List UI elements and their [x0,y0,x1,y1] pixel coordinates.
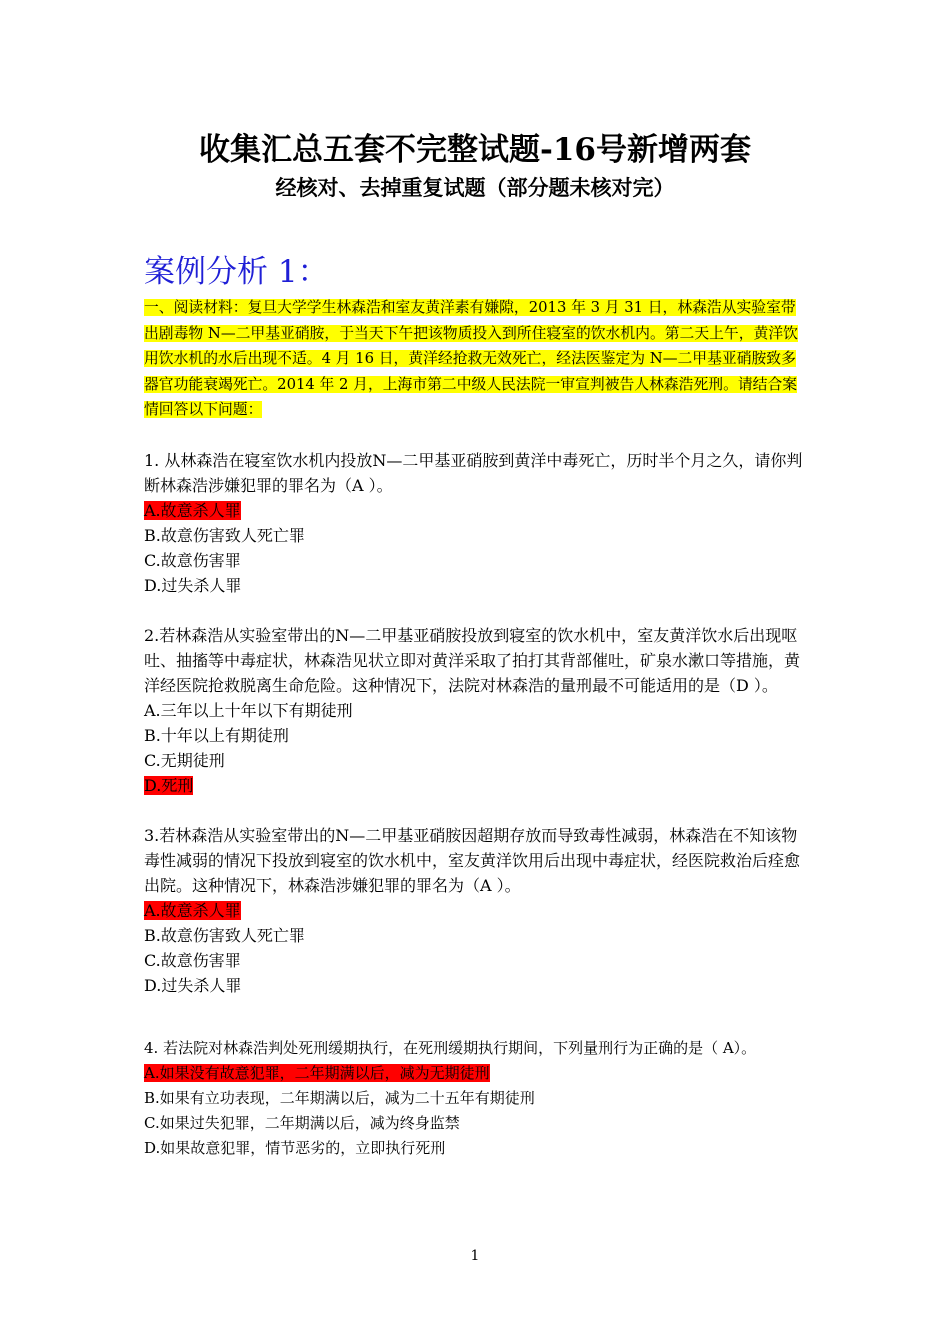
question-4 [144,1036,808,1161]
question-stem: 4. 若法院对林森浩判处死刑缓期执行，在死刑缓期执行期间，下列量刑行为正确的是（ A）。 [144,1038,757,1057]
option-c: C.无期徒刑 [144,750,225,770]
option-d: D.过失杀人罪 [144,975,242,995]
option-d: D.过失杀人罪 [144,575,242,595]
document-subtitle: 经核对、去掉重复试题（部分题未核对完） [275,175,675,200]
reading-material [144,295,808,423]
reading-material-text: 一、阅读材料：复旦大学学生林森浩和室友黄洋素有嫌隙，2013 年 3 月 31 日，林森浩从实验室带出剧毒物 N—二甲基亚硝胺，于当天下午把该物质投入到所住寝室的饮水机内。第二天上午，黄洋饮用饮水机的水后出现不适。4 月 16 日，黄洋经抢救无效死亡，经法医鉴定为 N—二甲基亚硝胺致多器官功能衰竭死亡。2014 年 2 月，上海市第二中级人民法院一审宣判被告人林森浩死刑。请结合案情回答以下问题： [144,299,798,418]
option-a [144,498,808,523]
option-a [144,1061,808,1086]
document-body [144,295,808,1161]
correct-answer-highlight: A.故意杀人罪 [144,500,241,520]
page-number: 1 [470,1248,480,1264]
option-a [144,898,808,923]
option-c: C.故意伤害罪 [144,550,241,570]
option-a: A.三年以上十年以下有期徒刑 [144,700,353,720]
option-d [144,773,808,798]
case-heading: 案例分析 1： [144,254,329,290]
option-b: B.如果有立功表现，二年期满以后，减为二十五年有期徒刑 [144,1088,535,1107]
document-title: 收集汇总五套不完整试题-16号新增两套 [198,132,751,168]
option-c: C.故意伤害罪 [144,950,241,970]
option-b: B.故意伤害致人死亡罪 [144,525,305,545]
correct-answer-highlight: A.如果没有故意犯罪，二年期满以后，减为无期徒刑 [144,1063,490,1082]
option-c: C.如果过失犯罪，二年期满以后，减为终身监禁 [144,1113,460,1132]
correct-answer-highlight: A.故意杀人罪 [144,900,241,920]
question-stem: 3.若林森浩从实验室带出的N—二甲基亚硝胺因超期存放而导致毒性减弱，林森浩在不知该物毒性减弱的情况下投放到寝室的饮水机中，室友黄洋饮用后出现中毒症状，经医院救治后痊愈出院。这种情况下，林森浩涉嫌犯罪的罪名为（A ）。 [144,825,801,895]
question-stem: 1. 从林森浩在寝室饮水机内投放N—二甲基亚硝胺到黄洋中毒死亡，历时半个月之久，请你判断林森浩涉嫌犯罪的罪名为（A ）。 [144,450,803,495]
question-stem: 2.若林森浩从实验室带出的N—二甲基亚硝胺投放到寝室的饮水机中，室友黄洋饮水后出现呕吐、抽搐等中毒症状，林森浩见状立即对黄洋采取了拍打其背部催吐，矿泉水漱口等措施，黄洋经医院抢救脱离生命危险。这种情况下，法院对林森浩的量刑最不可能适用的是（D ）。 [144,625,801,695]
correct-answer-highlight: D.死刑 [144,775,194,795]
question-1 [144,448,808,598]
option-b: B.十年以上有期徒刑 [144,725,289,745]
option-d: D.如果故意犯罪，情节恶劣的，立即执行死刑 [144,1138,446,1157]
question-3 [144,823,808,998]
question-2 [144,623,808,798]
option-b: B.故意伤害致人死亡罪 [144,925,305,945]
